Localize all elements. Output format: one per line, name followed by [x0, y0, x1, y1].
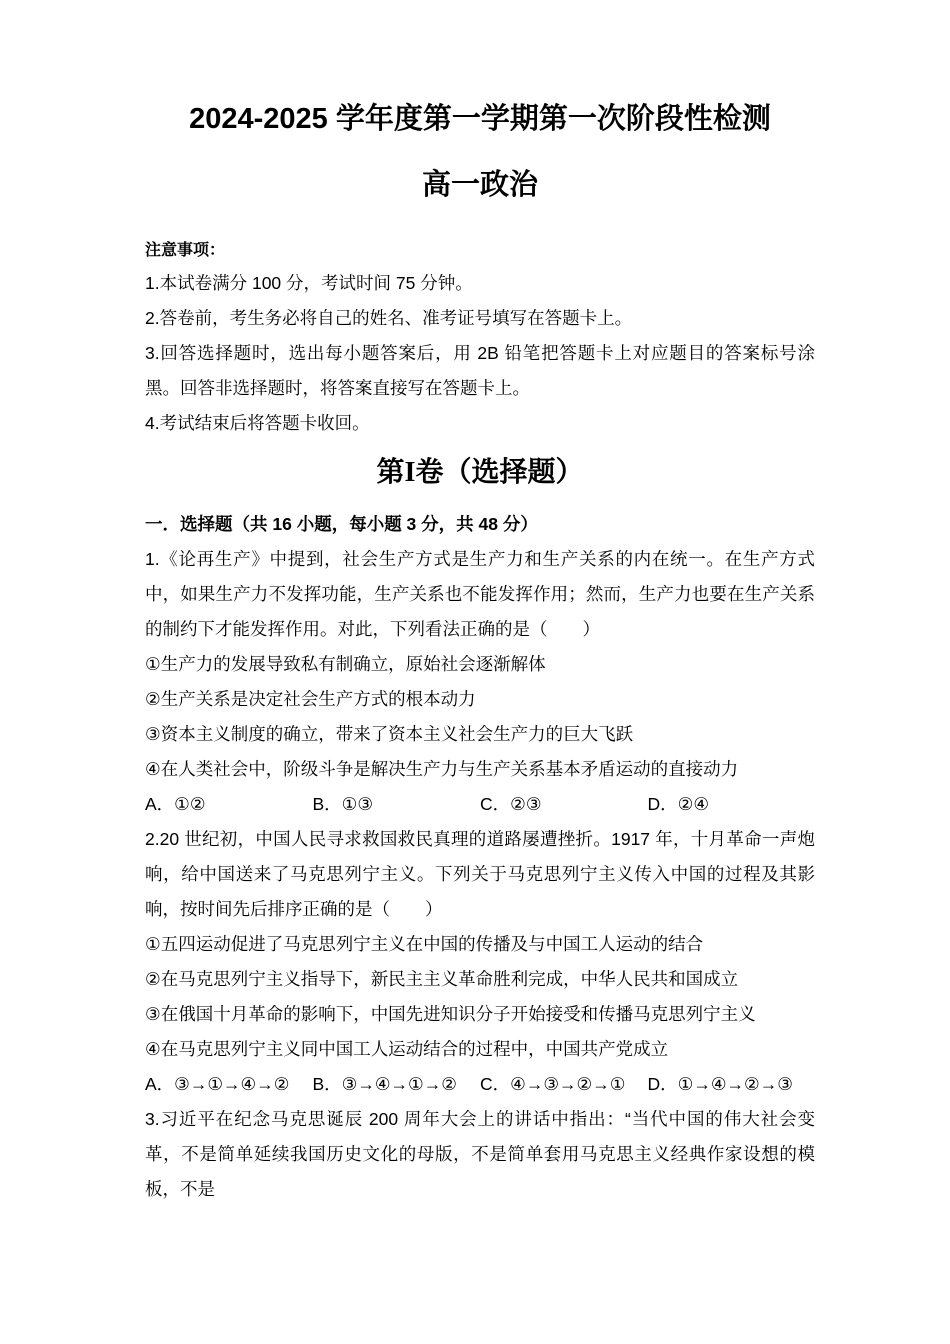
answer-options-row: [145, 1067, 815, 1102]
notice-item: 2.答卷前，考生务必将自己的姓名、准考证号填写在答题卡上。: [145, 308, 633, 328]
notice-item: 3.回答选择题时，选出每小题答案后，用 2B 铅笔把答题卡上对应题目的答案标号涂黑。回答非选择题时，将答案直接写在答题卡上。: [145, 343, 815, 398]
question-stem: 1.《论再生产》中提到，社会生产方式是生产力和生产关系的内在统一。在生产方式中，如果生产力不发挥功能，生产关系也不能发挥作用；然而，生产力也要在生产关系的制约下才能发挥作用。对此，下列看法正确的是（ ）: [145, 549, 815, 639]
notice-item: 1.本试卷满分 100 分，考试时间 75 分钟。: [145, 273, 473, 293]
option-a: A．①②: [145, 794, 206, 814]
question-stem: 3.习近平在纪念马克思诞辰 200 周年大会上的讲话中指出：“当代中国的伟大社会变革，不是简单延续我国历史文化的母版，不是简单套用马克思主义经典作家设想的模板，不是: [145, 1109, 815, 1199]
notice-heading: 注意事项：: [145, 242, 226, 259]
exam-title: 2024-2025 学年度第一学期第一次阶段性检测: [189, 103, 771, 135]
answer-options-row: [145, 787, 815, 822]
option-a: A．③→①→④→②: [145, 1074, 290, 1094]
notice-section: [145, 236, 815, 441]
option-d: D．②④: [647, 794, 710, 814]
question-choice-item: ④在马克思列宁主义同中国工人运动结合的过程中，中国共产党成立: [145, 1039, 669, 1059]
section-title: 第I卷（选择题）: [376, 457, 584, 488]
question-choice-item: ③在俄国十月革命的影响下，中国先进知识分子开始接受和传播马克思列宁主义: [145, 1004, 756, 1024]
part-heading: 一．选择题（共 16 小题，每小题 3 分，共 48 分）: [145, 514, 538, 534]
question-3: [145, 1102, 815, 1207]
option-b: B．③→④→①→②: [312, 1074, 457, 1094]
question-stem: 2.20 世纪初，中国人民寻求救国救民真理的道路屡遭挫折。1917 年，十月革命一声炮响，给中国送来了马克思列宁主义。下列关于马克思列宁主义传入中国的过程及其影响，按时间先后排序正确的是（ ）: [145, 829, 815, 919]
question-1: [145, 542, 815, 822]
question-choice-item: ③资本主义制度的确立，带来了资本主义社会生产力的巨大飞跃: [145, 724, 634, 744]
question-choice-item: ①五四运动促进了马克思列宁主义在中国的传播及与中国工人运动的结合: [145, 934, 704, 954]
option-d: D．①→④→②→③: [647, 1074, 793, 1094]
question-choice-item: ②在马克思列宁主义指导下，新民主主义革命胜利完成，中华人民共和国成立: [145, 969, 739, 989]
question-choice-item: ①生产力的发展导致私有制确立，原始社会逐渐解体: [145, 654, 546, 674]
notice-item: 4.考试结束后将答题卡收回。: [145, 413, 370, 433]
question-2: [145, 822, 815, 1102]
option-c: C．②③: [480, 794, 542, 814]
option-b: B．①③: [312, 794, 374, 814]
option-c: C．④→③→②→①: [480, 1074, 626, 1094]
exam-subtitle: 高一政治: [421, 169, 538, 201]
question-choice-item: ④在人类社会中，阶级斗争是解决生产力与生产关系基本矛盾运动的直接动力: [145, 759, 739, 779]
question-choice-item: ②生产关系是决定社会生产方式的根本动力: [145, 689, 476, 709]
